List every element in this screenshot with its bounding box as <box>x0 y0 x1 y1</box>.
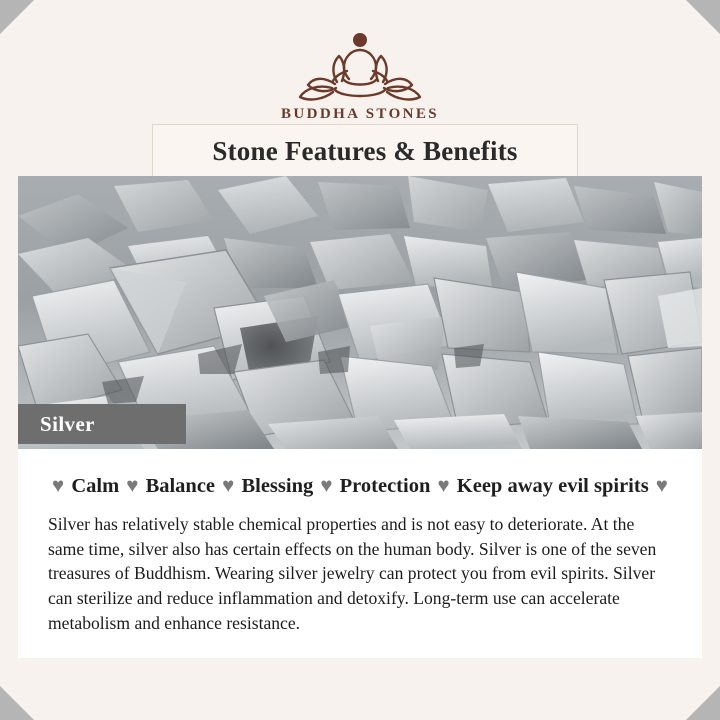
corner-accent-bottom-left <box>0 686 34 720</box>
description-panel <box>18 449 702 658</box>
lotus-buddha-icon <box>0 24 720 102</box>
page-title: Stone Features & Benefits <box>212 135 518 166</box>
keyword-list <box>48 475 672 498</box>
heart-icon: ♥ <box>222 475 235 497</box>
corner-accent-bottom-right <box>686 686 720 720</box>
heart-icon: ♥ <box>126 475 139 497</box>
keyword-item: Calm <box>71 475 120 497</box>
heart-icon: ♥ <box>437 475 450 497</box>
description-text: Silver has relatively stable chemical properties and is not easy to deteriorate. At the same time, silver also has certain effects on the human body. Silver is one of the seven treasures of Buddhism. Wearing silver jewelry can protect you from evil spirits. Silver can sterilize and reduce inflammation and detoxify. Long-term use can accelerate metabolism and enhance resistance. <box>48 514 657 633</box>
brand-logo <box>0 24 720 123</box>
heart-icon: ♥ <box>52 475 65 497</box>
brand-name: BUDDHA STONES <box>280 106 440 122</box>
photo-caption <box>18 404 186 444</box>
heart-icon: ♥ <box>655 475 668 497</box>
keyword-item: Blessing <box>241 475 314 497</box>
heart-icon: ♥ <box>320 475 333 497</box>
keyword-item: Balance <box>145 475 216 497</box>
photo-caption-label: Silver <box>40 411 95 436</box>
section-title-banner <box>152 124 578 177</box>
keyword-item: Keep away evil spirits <box>456 475 649 497</box>
keyword-item: Protection <box>339 475 431 497</box>
